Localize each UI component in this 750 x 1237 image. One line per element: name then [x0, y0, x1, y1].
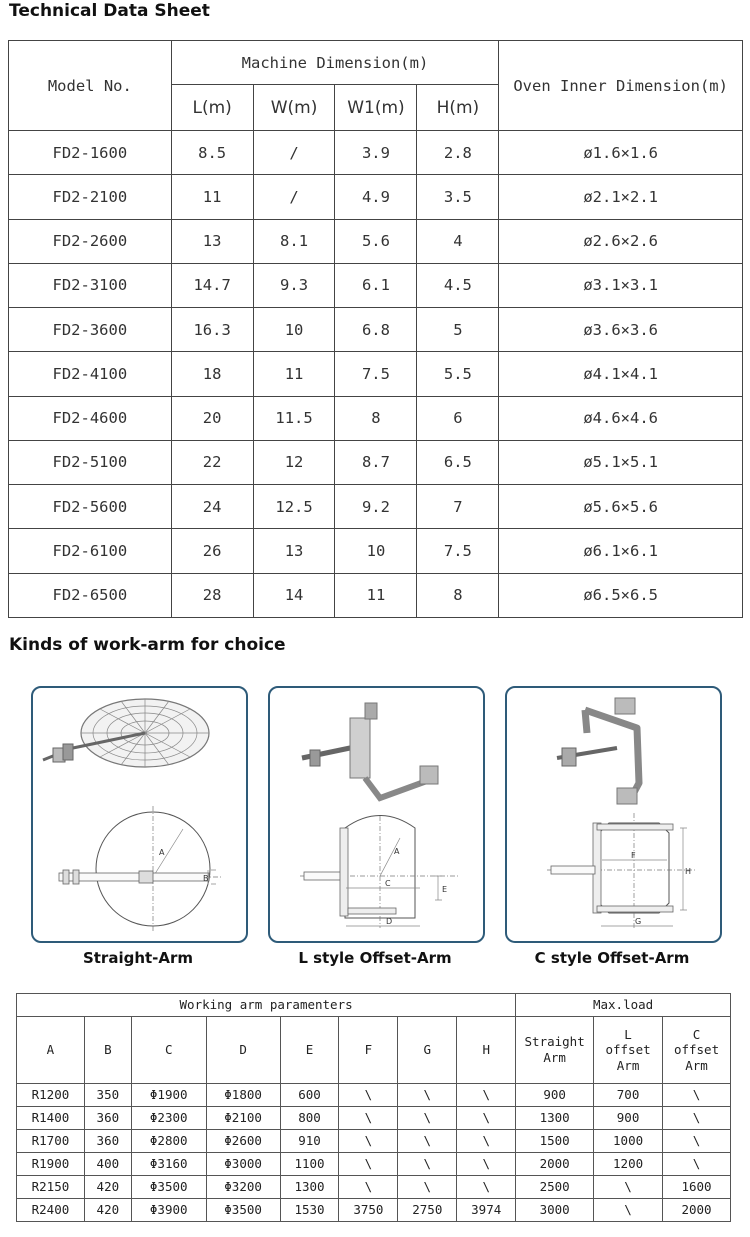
cell-width1: 7.5 — [335, 352, 417, 396]
header-e: E — [280, 1017, 339, 1084]
cell-l-offset-arm-load: 1200 — [594, 1153, 663, 1176]
cell-a: R1200 — [17, 1084, 85, 1107]
cell-oven-inner-dimension: ø6.5×6.5 — [499, 573, 743, 617]
c-style-offset-arm-card — [505, 686, 722, 943]
caption-l-style-offset-arm: L style Offset-Arm — [298, 949, 452, 967]
cell-a: R2150 — [17, 1176, 85, 1199]
cell-width: 11 — [253, 352, 335, 396]
header-oven-inner-dimension: Oven Inner Dimension(m) — [499, 41, 743, 131]
cell-b: 360 — [84, 1130, 131, 1153]
cell-oven-inner-dimension: ø2.6×2.6 — [499, 219, 743, 263]
cell-f: \ — [339, 1176, 398, 1199]
cell-model-no: FD2-5600 — [9, 485, 172, 529]
straight-arm-card — [31, 686, 248, 943]
cell-straight-arm-load: 2000 — [516, 1153, 594, 1176]
cell-model-no: FD2-4100 — [9, 352, 172, 396]
cell-width1: 6.8 — [335, 308, 417, 352]
label-b: B — [203, 874, 209, 883]
cell-l-offset-arm-load: \ — [594, 1176, 663, 1199]
table-row — [9, 396, 743, 440]
cell-width1: 11 — [335, 573, 417, 617]
cell-width: / — [253, 131, 335, 175]
header-w1: W1(m) — [335, 85, 417, 131]
table-row — [9, 131, 743, 175]
cell-h: \ — [457, 1107, 516, 1130]
cell-oven-inner-dimension: ø5.1×5.1 — [499, 440, 743, 484]
cell-straight-arm-load: 3000 — [516, 1199, 594, 1222]
cell-f: \ — [339, 1107, 398, 1130]
cell-oven-inner-dimension: ø5.6×5.6 — [499, 485, 743, 529]
cell-d: Φ3000 — [206, 1153, 280, 1176]
page-title: Technical Data Sheet — [9, 1, 210, 21]
table-row — [9, 175, 743, 219]
header-g: G — [398, 1017, 457, 1084]
caption-straight-arm: Straight-Arm — [82, 949, 194, 967]
cell-model-no: FD2-6500 — [9, 573, 172, 617]
l-style-arm-icon — [302, 703, 438, 798]
header-machine-dimension: Machine Dimension(m) — [171, 41, 499, 85]
header-h: H — [457, 1017, 516, 1084]
header-a: A — [17, 1017, 85, 1084]
cell-g: \ — [398, 1176, 457, 1199]
header-c-offset-arm: C offset Arm — [663, 1017, 731, 1084]
cell-l-offset-arm-load: 700 — [594, 1084, 663, 1107]
cell-a: R2400 — [17, 1199, 85, 1222]
cell-oven-inner-dimension: ø4.6×4.6 — [499, 396, 743, 440]
cell-model-no: FD2-5100 — [9, 440, 172, 484]
cell-length: 20 — [171, 396, 253, 440]
cell-length: 24 — [171, 485, 253, 529]
cell-c: Φ2300 — [131, 1107, 206, 1130]
cell-c: Φ1900 — [131, 1084, 206, 1107]
label-a: A — [159, 848, 165, 857]
cell-height: 6.5 — [417, 440, 499, 484]
cell-g: \ — [398, 1107, 457, 1130]
cell-c: Φ3900 — [131, 1199, 206, 1222]
c-style-arm-drawing — [507, 688, 720, 941]
cell-l-offset-arm-load: 900 — [594, 1107, 663, 1130]
header-l: L(m) — [171, 85, 253, 131]
cell-length: 18 — [171, 352, 253, 396]
cell-e: 1100 — [280, 1153, 339, 1176]
cell-a: R1700 — [17, 1130, 85, 1153]
header-w: W(m) — [253, 85, 335, 131]
cell-width1: 5.6 — [335, 219, 417, 263]
table-row — [17, 1153, 731, 1176]
cell-width: / — [253, 175, 335, 219]
l-style-arm-drawing — [270, 688, 483, 941]
cell-a: R1400 — [17, 1107, 85, 1130]
cell-c-offset-arm-load: 1600 — [663, 1176, 731, 1199]
cell-height: 5 — [417, 308, 499, 352]
cell-width1: 9.2 — [335, 485, 417, 529]
cell-length: 8.5 — [171, 131, 253, 175]
cell-e: 910 — [280, 1130, 339, 1153]
cell-f: \ — [339, 1084, 398, 1107]
cell-width1: 10 — [335, 529, 417, 573]
cell-length: 26 — [171, 529, 253, 573]
cell-length: 13 — [171, 219, 253, 263]
cell-l-offset-arm-load: 1000 — [594, 1130, 663, 1153]
straight-arm-drawing — [33, 688, 246, 941]
table-row — [9, 219, 743, 263]
cell-width1: 3.9 — [335, 131, 417, 175]
cell-height: 5.5 — [417, 352, 499, 396]
cell-oven-inner-dimension: ø4.1×4.1 — [499, 352, 743, 396]
cell-straight-arm-load: 900 — [516, 1084, 594, 1107]
cell-oven-inner-dimension: ø1.6×1.6 — [499, 131, 743, 175]
cell-g: 2750 — [398, 1199, 457, 1222]
cell-width: 12.5 — [253, 485, 335, 529]
cell-c-offset-arm-load: 2000 — [663, 1199, 731, 1222]
cell-h: \ — [457, 1084, 516, 1107]
table-row — [17, 1107, 731, 1130]
cell-oven-inner-dimension: ø2.1×2.1 — [499, 175, 743, 219]
cell-d: Φ1800 — [206, 1084, 280, 1107]
cell-c-offset-arm-load: \ — [663, 1153, 731, 1176]
table-row — [9, 308, 743, 352]
label-d: D — [386, 917, 393, 926]
l-style-offset-arm-card — [268, 686, 485, 943]
cell-e: 800 — [280, 1107, 339, 1130]
cell-width: 9.3 — [253, 263, 335, 307]
cell-model-no: FD2-3100 — [9, 263, 172, 307]
header-d: D — [206, 1017, 280, 1084]
cell-length: 28 — [171, 573, 253, 617]
cell-d: Φ2600 — [206, 1130, 280, 1153]
cell-a: R1900 — [17, 1153, 85, 1176]
cell-length: 14.7 — [171, 263, 253, 307]
cell-h: \ — [457, 1130, 516, 1153]
table-row — [17, 1176, 731, 1199]
cell-straight-arm-load: 1500 — [516, 1130, 594, 1153]
cell-height: 4.5 — [417, 263, 499, 307]
cell-b: 350 — [84, 1084, 131, 1107]
cell-c-offset-arm-load: \ — [663, 1084, 731, 1107]
cell-height: 4 — [417, 219, 499, 263]
cell-length: 11 — [171, 175, 253, 219]
cell-height: 2.8 — [417, 131, 499, 175]
table-row — [9, 573, 743, 617]
cell-b: 420 — [84, 1176, 131, 1199]
label-a-l: A — [394, 847, 400, 856]
cell-c: Φ2800 — [131, 1130, 206, 1153]
header-c: C — [131, 1017, 206, 1084]
table-row — [17, 1199, 731, 1222]
header-working-arm-parameters: Working arm paramenters — [17, 994, 516, 1017]
cell-b: 360 — [84, 1107, 131, 1130]
cell-width: 10 — [253, 308, 335, 352]
cell-length: 16.3 — [171, 308, 253, 352]
table-row — [9, 263, 743, 307]
cell-model-no: FD2-2600 — [9, 219, 172, 263]
label-c: C — [385, 879, 391, 888]
cell-h: \ — [457, 1153, 516, 1176]
cell-b: 400 — [84, 1153, 131, 1176]
cell-b: 420 — [84, 1199, 131, 1222]
header-h: H(m) — [417, 85, 499, 131]
header-l-offset-arm: L offset Arm — [594, 1017, 663, 1084]
cell-h: 3974 — [457, 1199, 516, 1222]
header-max-load: Max.load — [516, 994, 731, 1017]
cell-model-no: FD2-3600 — [9, 308, 172, 352]
table-row — [9, 485, 743, 529]
section-title-work-arm: Kinds of work-arm for choice — [9, 635, 286, 655]
work-arm-cards — [0, 686, 750, 976]
cell-oven-inner-dimension: ø3.6×3.6 — [499, 308, 743, 352]
label-e: E — [442, 885, 448, 894]
straight-arm-wheel-icon — [43, 699, 209, 767]
cell-d: Φ3200 — [206, 1176, 280, 1199]
working-arm-parameters-table — [16, 993, 731, 1222]
cell-height: 8 — [417, 573, 499, 617]
header-b: B — [84, 1017, 131, 1084]
cell-model-no: FD2-1600 — [9, 131, 172, 175]
cell-g: \ — [398, 1130, 457, 1153]
cell-d: Φ3500 — [206, 1199, 280, 1222]
label-f: F — [631, 851, 636, 860]
header-model-no: Model No. — [9, 41, 172, 131]
table-row — [9, 440, 743, 484]
cell-straight-arm-load: 1300 — [516, 1107, 594, 1130]
cell-model-no: FD2-4600 — [9, 396, 172, 440]
cell-height: 7 — [417, 485, 499, 529]
cell-width1: 4.9 — [335, 175, 417, 219]
cell-width1: 8.7 — [335, 440, 417, 484]
cell-width: 13 — [253, 529, 335, 573]
cell-straight-arm-load: 2500 — [516, 1176, 594, 1199]
cell-e: 1530 — [280, 1199, 339, 1222]
cell-f: \ — [339, 1130, 398, 1153]
cell-e: 600 — [280, 1084, 339, 1107]
cell-width: 14 — [253, 573, 335, 617]
header-straight-arm: Straight Arm — [516, 1017, 594, 1084]
header-f: F — [339, 1017, 398, 1084]
table-row — [9, 529, 743, 573]
cell-model-no: FD2-2100 — [9, 175, 172, 219]
cell-h: \ — [457, 1176, 516, 1199]
cell-g: \ — [398, 1153, 457, 1176]
cell-c-offset-arm-load: \ — [663, 1130, 731, 1153]
cell-c: Φ3500 — [131, 1176, 206, 1199]
cell-e: 1300 — [280, 1176, 339, 1199]
cell-height: 6 — [417, 396, 499, 440]
cell-width1: 8 — [335, 396, 417, 440]
cell-model-no: FD2-6100 — [9, 529, 172, 573]
cell-c: Φ3160 — [131, 1153, 206, 1176]
cell-width: 11.5 — [253, 396, 335, 440]
c-style-arm-icon — [557, 698, 639, 804]
cell-height: 3.5 — [417, 175, 499, 219]
caption-c-style-offset-arm: C style Offset-Arm — [534, 949, 690, 967]
technical-data-table — [8, 40, 743, 618]
cell-f: \ — [339, 1153, 398, 1176]
label-g: G — [635, 917, 642, 926]
cell-width: 8.1 — [253, 219, 335, 263]
label-h: H — [685, 867, 692, 876]
cell-g: \ — [398, 1084, 457, 1107]
cell-width1: 6.1 — [335, 263, 417, 307]
cell-width: 12 — [253, 440, 335, 484]
cell-c-offset-arm-load: \ — [663, 1107, 731, 1130]
table-row — [17, 1130, 731, 1153]
cell-l-offset-arm-load: \ — [594, 1199, 663, 1222]
cell-d: Φ2100 — [206, 1107, 280, 1130]
table-row — [17, 1084, 731, 1107]
cell-length: 22 — [171, 440, 253, 484]
cell-f: 3750 — [339, 1199, 398, 1222]
table-row — [9, 352, 743, 396]
cell-oven-inner-dimension: ø3.1×3.1 — [499, 263, 743, 307]
cell-height: 7.5 — [417, 529, 499, 573]
cell-oven-inner-dimension: ø6.1×6.1 — [499, 529, 743, 573]
